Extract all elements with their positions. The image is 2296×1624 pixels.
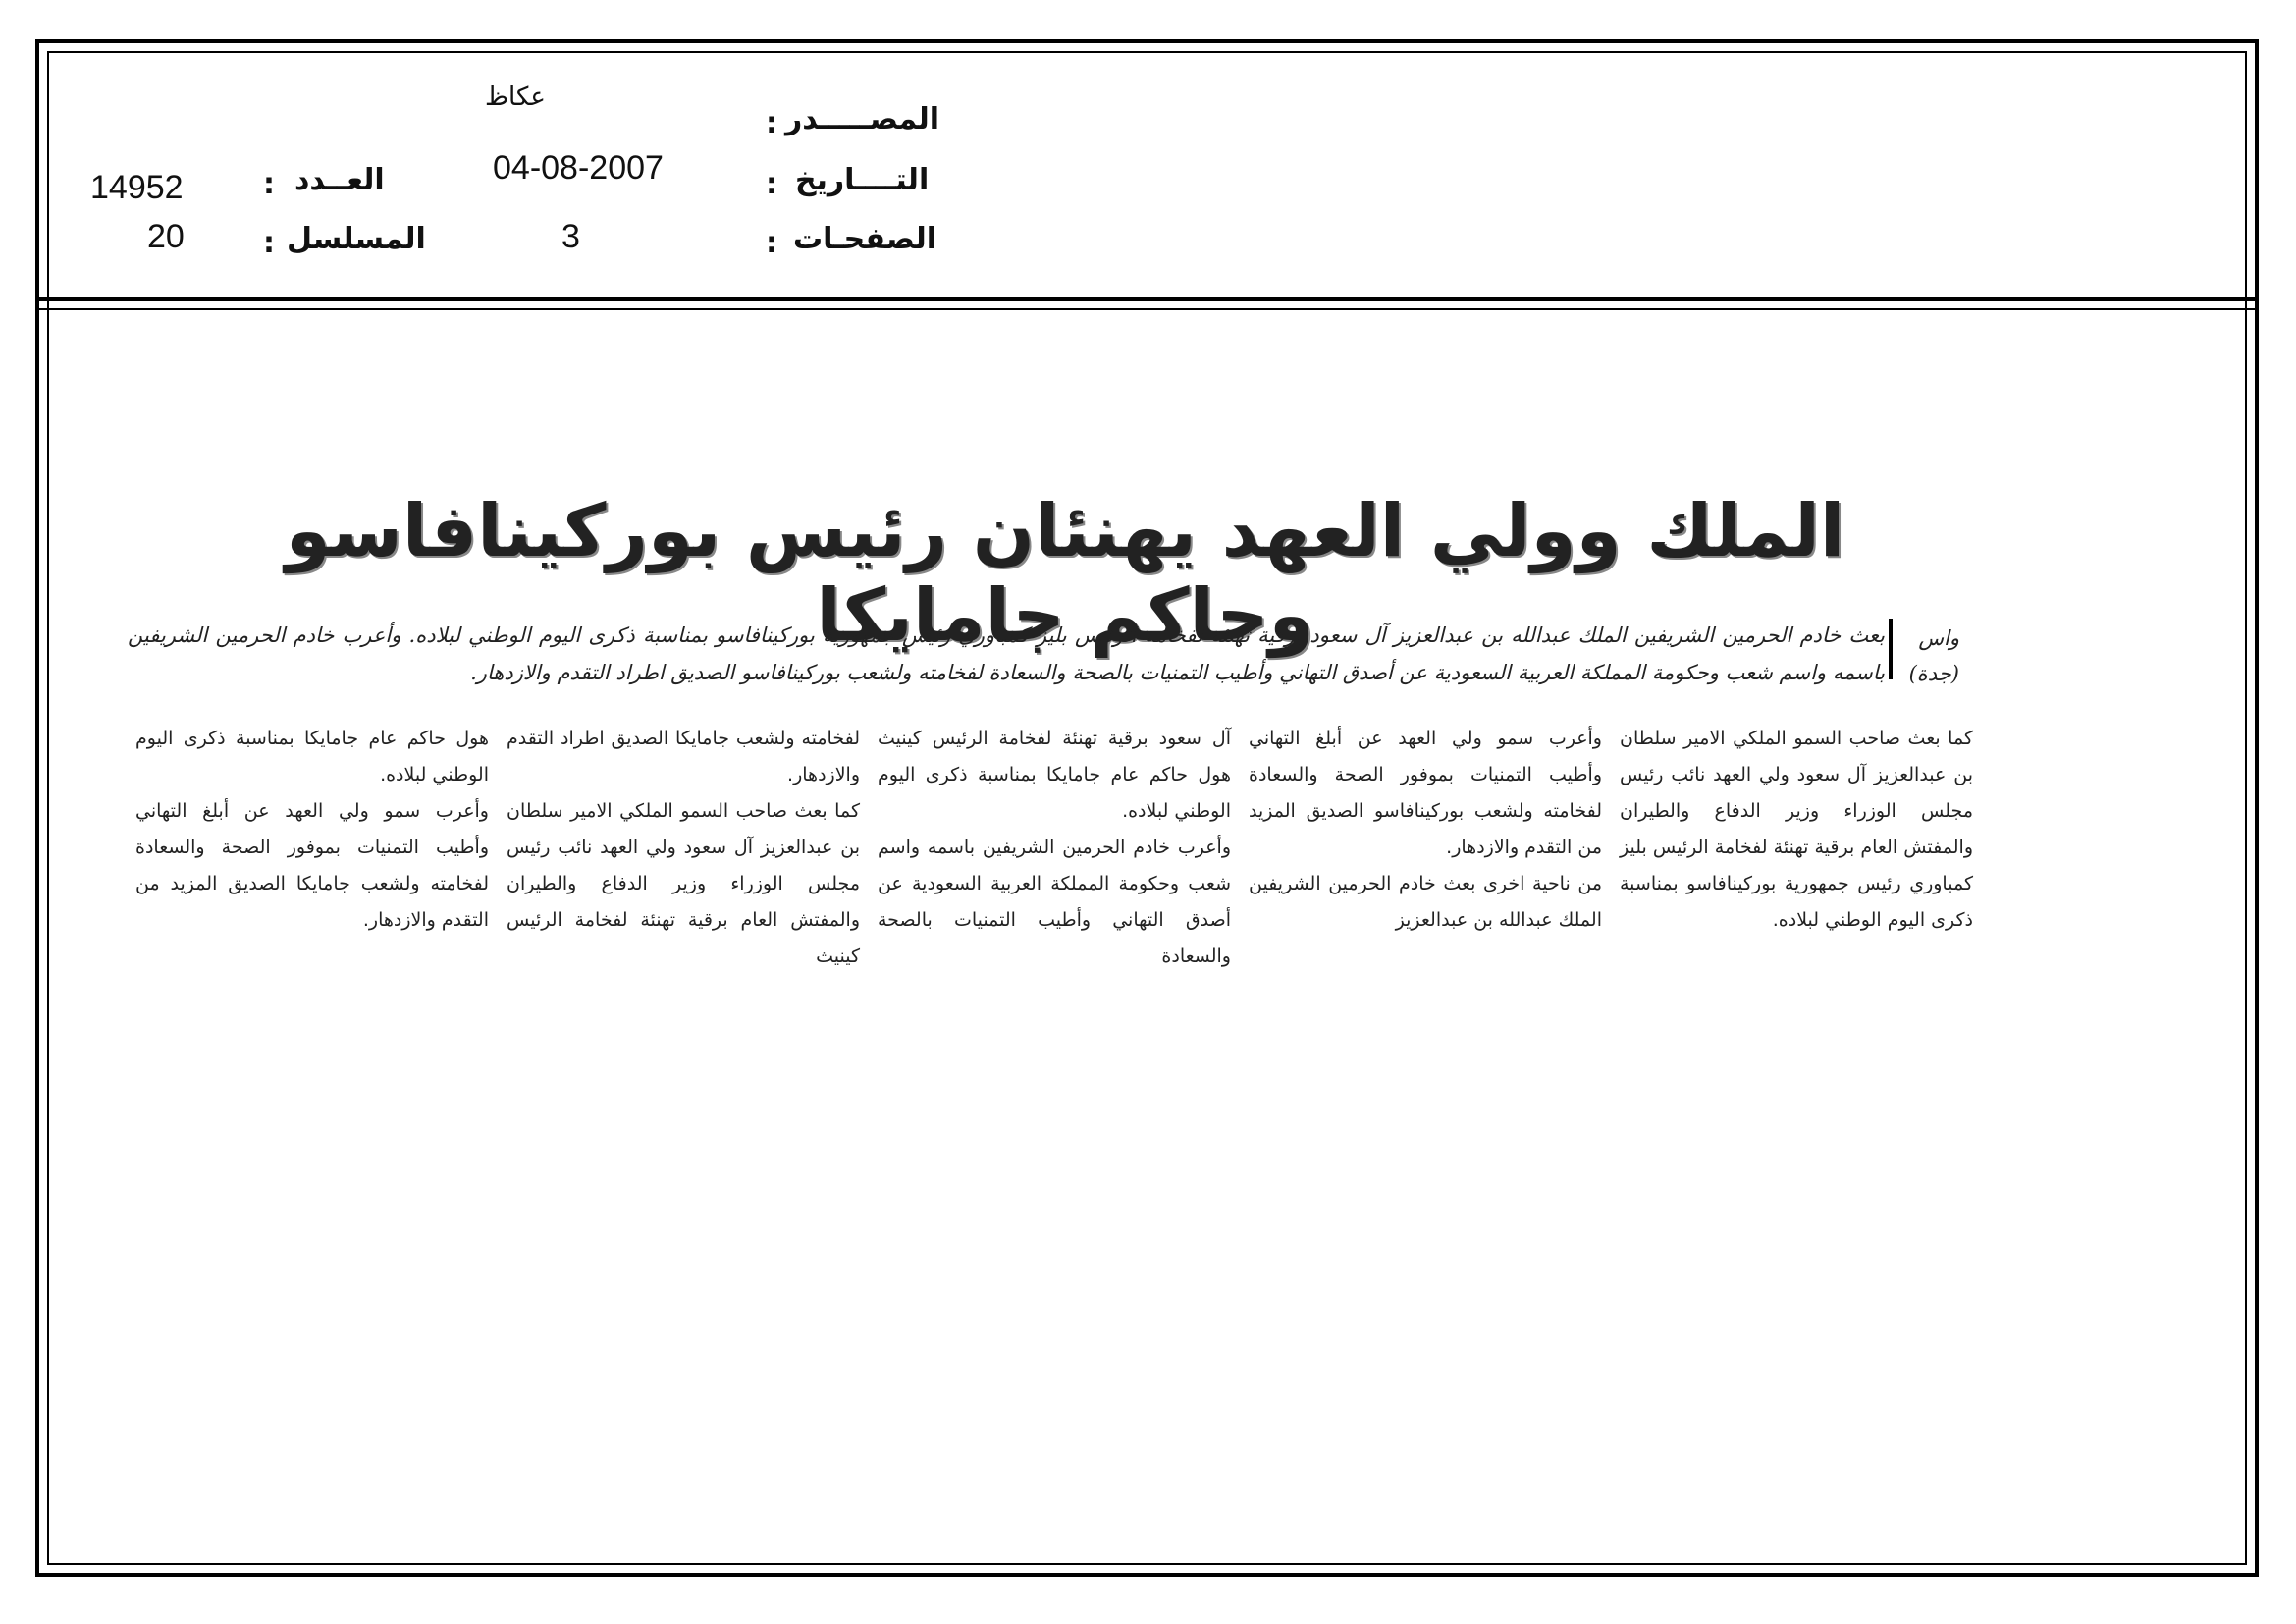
- column-paragraph: وأعرب خادم الحرمين الشريفين باسمه واسم شعب وحكومة المملكة العربية السعودية عن أصدق التهاني وأطيب التمنيات بالصحة والسعادة: [878, 837, 1231, 967]
- date-value: 04-08-2007: [493, 149, 664, 187]
- lead-divider-bar: [1889, 619, 1893, 679]
- article-byline: [1900, 621, 1959, 691]
- issue-label: العــدد: [294, 163, 385, 197]
- article-column-3: [878, 721, 1231, 975]
- serial-label: المسلسل: [287, 222, 426, 256]
- issue-value: 14952: [90, 169, 184, 206]
- article-column-1: [1620, 721, 1973, 939]
- byline-agency: واس: [1918, 626, 1959, 650]
- column-paragraph: آل سعود برقية تهنئة لفخامة الرئيس كينيث هول حاكم عام جامايكا بمناسبة ذكرى اليوم الوطني لبلاده.: [878, 728, 1231, 822]
- column-paragraph: هول حاكم عام جامايكا بمناسبة ذكرى اليوم الوطني لبلاده.: [135, 728, 489, 785]
- pages-colon: :: [766, 226, 777, 260]
- source-colon: :: [766, 106, 777, 140]
- column-paragraph: لفخامته ولشعب جامايكا الصديق اطراد التقدم والازدهار.: [507, 728, 860, 785]
- pages-label: الصفحـات: [793, 222, 936, 256]
- date-label: التــــاريخ: [795, 163, 930, 197]
- pages-value: 3: [561, 218, 580, 255]
- source-value: عكاظ: [485, 82, 546, 112]
- issue-colon: :: [263, 167, 275, 201]
- source-label: المصـــــدر: [785, 102, 940, 136]
- column-paragraph: كما بعث صاحب السمو الملكي الامير سلطان بن عبدالعزيز آل سعود ولي العهد نائب رئيس مجلس الوزراء وزير الدفاع والطيران والمفتش العام برقية تهنئة لفخامة الرئيس بليز كمباوري رئيس جمهورية بوركينافاسو بمناسبة ذكرى اليوم الوطني لبلاده.: [1620, 728, 1973, 931]
- header-divider: [35, 297, 2259, 310]
- article-column-2: [1249, 721, 1602, 939]
- article-column-4: [507, 721, 860, 975]
- column-paragraph: من ناحية اخرى بعث خادم الحرمين الشريفين الملك عبدالله بن عبدالعزيز: [1249, 873, 1602, 931]
- column-paragraph: كما بعث صاحب السمو الملكي الامير سلطان بن عبدالعزيز آل سعود ولي العهد نائب رئيس مجلس الوزراء وزير الدفاع والطيران والمفتش العام برقية تهنئة لفخامة الرئيس كينيث: [507, 800, 860, 967]
- serial-value: 20: [147, 218, 185, 255]
- column-paragraph: وأعرب سمو ولي العهد عن أبلغ التهاني وأطيب التمنيات بموفور الصحة والسعادة لفخامته ولشعب جامايكا الصديق المزيد من التقدم والازدهار.: [135, 800, 489, 931]
- byline-location: (جدة): [1908, 662, 1959, 685]
- serial-colon: :: [263, 226, 275, 260]
- column-paragraph: وأعرب سمو ولي العهد عن أبلغ التهاني وأطيب التمنيات بموفور الصحة والسعادة لفخامته ولشعب بوركينافاسو الصديق المزيد من التقدم والازدهار.: [1249, 728, 1602, 858]
- date-colon: :: [766, 167, 777, 201]
- article-headline: الملك وولي العهد يهنئان رئيس بوركينافاسو وحاكم جامايكا: [285, 489, 1845, 658]
- article-lead: بعث خادم الحرمين الشريفين الملك عبدالله بن عبدالعزيز آل سعود برقية تهنئة لفخامة الرئيس بليز كمباوري رئيس جمهورية بوركينافاسو بمناسبة ذكرى اليوم الوطني لبلاده. وأعرب خادم الحرمين الشريفين باسمه واسم شعب وحكومة المملكة العربية السعودية عن أصدق التهاني وأطيب التمنيات بالصحة والسعادة لفخامته ولشعب بوركينافاسو الصديق اطراد التقدم والازدهار.: [128, 623, 1885, 684]
- article-column-5: [135, 721, 489, 939]
